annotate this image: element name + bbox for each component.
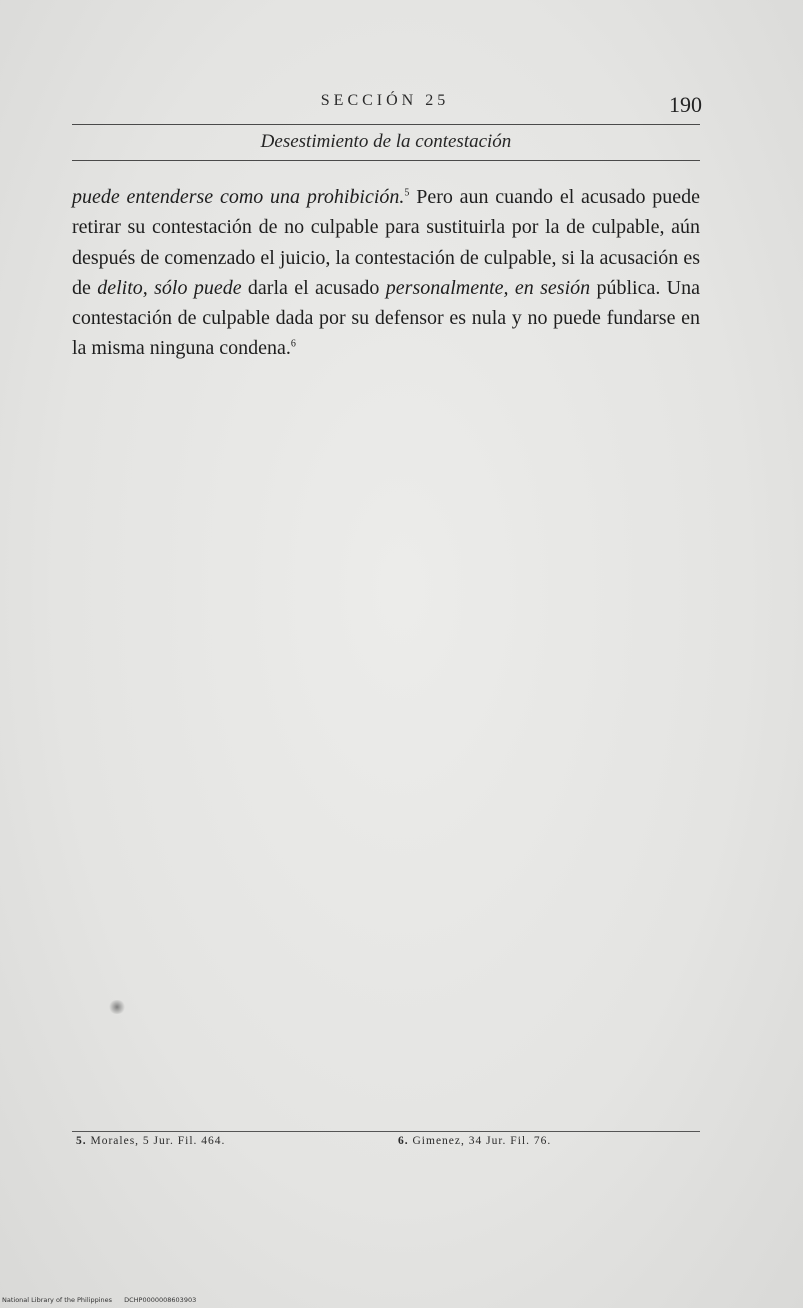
footnote-6 bbox=[398, 1135, 551, 1147]
body-italic-segment: delito, sólo puede bbox=[97, 276, 242, 299]
library-stamp-institution: National Library of the Philippines bbox=[2, 1296, 113, 1304]
footnote-6-number: 6. bbox=[398, 1135, 409, 1147]
footnote-5 bbox=[76, 1135, 225, 1147]
footnote-5-number: 5. bbox=[76, 1135, 87, 1147]
footnote-5-text: Morales, 5 Jur. Fil. 464. bbox=[90, 1135, 226, 1147]
header-rule-bottom bbox=[72, 160, 700, 161]
section-label: SECCIÓN 25 bbox=[320, 92, 450, 109]
page-number: 190 bbox=[669, 92, 702, 117]
footnote-rule bbox=[72, 1131, 700, 1132]
ink-smudge bbox=[108, 1000, 126, 1014]
header-rule-top bbox=[72, 124, 700, 125]
body-text-segment: Pero aun cuando el acusado puede retirar su contestación de no culpable para sustituirla por la de culpable, aún después de comenzado el juicio, la contestación de culpable, si la acusación es de bbox=[72, 186, 700, 299]
body-text-segment: pública. Una contestación de culpable dada por su defensor es nula y no puede fundarse en la misma ninguna condena. bbox=[72, 276, 701, 360]
library-stamp bbox=[2, 1296, 206, 1304]
footnote-ref-6: 6 bbox=[290, 338, 296, 350]
body-text-segment: darla el acusado bbox=[241, 276, 386, 299]
body-paragraph bbox=[72, 182, 700, 364]
running-title: Desestimiento de la contestación bbox=[260, 131, 512, 152]
body-italic-segment: personalmente, en sesión bbox=[385, 276, 591, 299]
footnote-ref-5: 5 bbox=[404, 187, 410, 199]
library-stamp-identifier: DCHP0000008603903 bbox=[124, 1296, 197, 1304]
footnote-6-text: Gimenez, 34 Jur. Fil. 76. bbox=[412, 1135, 552, 1147]
body-italic-opening: puede entenderse como una prohibición. bbox=[72, 186, 405, 208]
